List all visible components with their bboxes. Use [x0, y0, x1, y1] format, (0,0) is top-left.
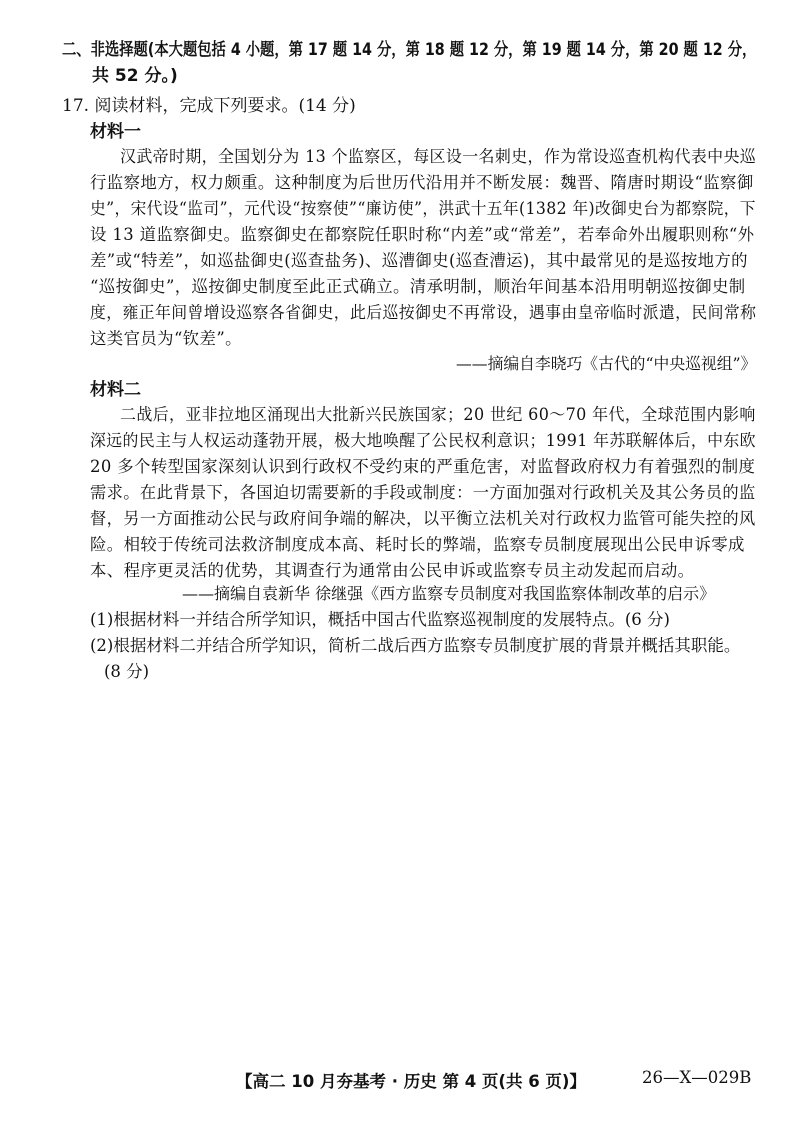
material-1-line: 汉武帝时期，全国划分为 13 个监察区，每区设一名刺史，作为常设巡查机构代表中央巡: [120, 147, 757, 166]
footer-exam-code: 26—X—029B: [642, 1068, 752, 1087]
material-2-line: 需求。在此背景下，各国迫切需要新的手段或制度：一方面加强对行政机关及其公务员的监: [90, 483, 756, 502]
sub-question-1: (1)根据材料一并结合所学知识，概括中国古代监察巡视制度的发展特点。(6 分): [90, 610, 670, 629]
material-1-line: 行监察地方，权力颇重。这种制度为后世历代沿用并不断发展：魏晋、隋唐时期设“监察御: [90, 173, 754, 192]
section-title-continued: 共 52 分。): [92, 66, 178, 86]
material-1-line: 设 13 道监察御史。监察御史在都察院任职时称“内差”或“常差”，若奉命外出履职则称“外: [90, 225, 755, 244]
material-1-line: 差”或“特差”，如巡盐御史(巡查盐务)、巡漕御史(巡查漕运)，其中最常见的是巡按地方的: [90, 251, 748, 270]
material-2-line: 深远的民主与人权运动蓬勃开展，极大地唤醒了公民权利意识；1991 年苏联解体后，中东欧: [90, 431, 756, 450]
material-2-line: 本、程序更灵活的优势，其调查行为通常由公民申诉或监察专员主动发起而启动。: [90, 561, 695, 580]
material-2-line: 险。相较于传统司法救济制度成本高、耗时长的弊端，监察专员制度展现出公民申诉零成: [90, 535, 745, 554]
material-1-line: 度，雍正年间曾增设巡察各省御史，此后巡按御史不再常设，遇事由皇帝临时派遣，民间常称: [90, 303, 757, 322]
question-17-header: 17. 阅读材料，完成下列要求。(14 分): [62, 96, 356, 116]
material-1-source: ——摘编自李晓巧《古代的“中央巡视组”》: [456, 354, 757, 373]
material-2-line: 督，另一方面推动公民与政府间争端的解决，以平衡立法机关对行政权力监管可能失控的风: [90, 509, 756, 528]
material-1-line: 史”，宋代设“监司”，元代设“按察使”“廉访使”，洪武十五年(1382 年)改御史台为都察院，下: [90, 199, 756, 218]
material-2-line: 20 多个转型国家深刻认识到行政权不受约束的严重危害，对监督政府权力有着强烈的制度: [90, 457, 756, 476]
material-1-line: 这类官员为“钦差”。: [90, 329, 242, 348]
footer-page-info: 【高二 10 月夯基考 · 历史 第 4 页(共 6 页)】: [236, 1072, 586, 1091]
sub-question-2: (2)根据材料二并结合所学知识，简析二战后西方监察专员制度扩展的背景并概括其职能。: [90, 636, 741, 655]
material-2-line: 二战后，亚非拉地区涌现出大批新兴民族国家；20 世纪 60～70 年代，全球范围内影响: [120, 405, 756, 424]
material-1-line: “巡按御史”，巡按御史制度至此正式确立。清承明制，顺治年间基本沿用明朝巡按御史制: [90, 277, 746, 296]
material-1-label: 材料一: [90, 122, 141, 142]
material-2-source: ——摘编自袁新华 徐继强《西方监察专员制度对我国监察体制改革的启示》: [182, 584, 716, 603]
sub-question-2-points: (8 分): [104, 662, 150, 681]
material-2-label: 材料二: [90, 380, 141, 400]
section-title: 二、非选择题(本大题包括 4 小题，第 17 题 14 分，第 18 题 12 分，第 19 题 14 分，第 20 题 12 分，: [62, 40, 757, 60]
